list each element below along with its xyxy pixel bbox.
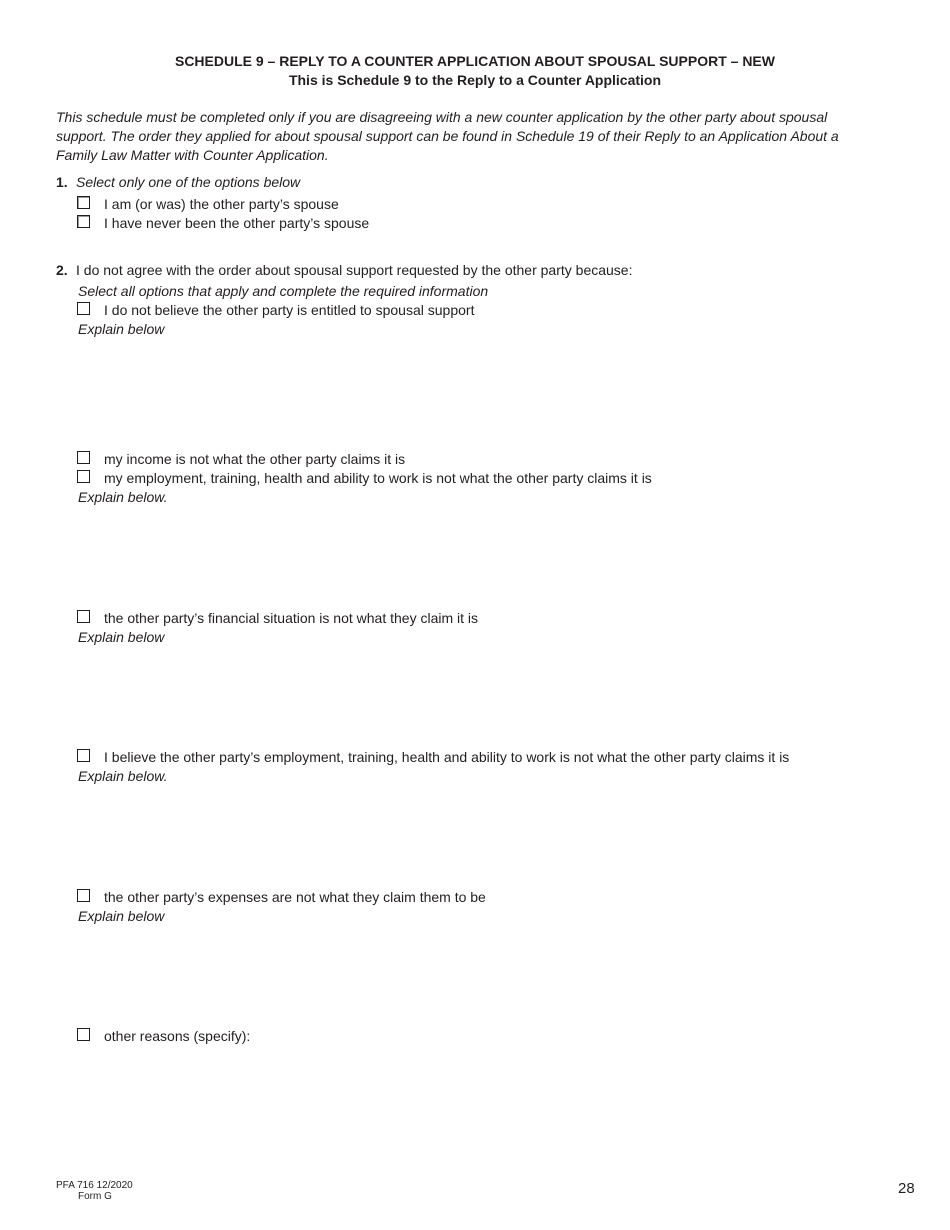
explain-area-my-income[interactable] [78, 508, 868, 598]
explain-label: Explain below. [78, 489, 168, 505]
explain-label: Explain below [78, 908, 165, 924]
my-employment-checkbox[interactable] [77, 470, 90, 483]
explain-area-not-entitled[interactable] [78, 340, 868, 440]
question-2-text: I do not agree with the order about spousal support requested by the other party because: [76, 262, 633, 278]
other-expenses-checkbox[interactable] [77, 889, 90, 902]
explain-area-other-expenses[interactable] [78, 927, 868, 1017]
other-financial-checkbox[interactable] [77, 610, 90, 623]
other-financial-option-label: the other party’s financial situation is not what they claim it is [104, 610, 479, 626]
schedule-title: SCHEDULE 9 – REPLY TO A COUNTER APPLICATION ABOUT SPOUSAL SUPPORT – NEW [174, 53, 775, 69]
page-number: 28 [898, 1180, 915, 1197]
spouse-option-label: I am (or was) the other party’s spouse [104, 196, 339, 212]
explain-label: Explain below [78, 629, 165, 645]
question-2-instruction: Select all options that apply and complete the required information [78, 283, 489, 299]
my-income-checkbox[interactable] [77, 451, 90, 464]
never-spouse-checkbox[interactable] [77, 215, 90, 228]
explain-label: Explain below. [78, 768, 168, 784]
other-reasons-option-label: other reasons (specify): [104, 1028, 251, 1044]
other-reasons-checkbox[interactable] [77, 1028, 90, 1041]
not-entitled-option-label: I do not believe the other party is entitled to spousal support [104, 302, 475, 318]
question-1-instruction: Select only one of the options below [76, 174, 301, 190]
form-name: Form G [78, 1191, 112, 1202]
my-income-option-label: my income is not what the other party claims it is [104, 451, 406, 467]
other-reasons-area[interactable] [78, 1048, 868, 1158]
explain-label: Explain below [78, 321, 165, 337]
other-employment-checkbox[interactable] [77, 749, 90, 762]
never-spouse-option-label: I have never been the other party’s spouse [104, 215, 370, 231]
spouse-checkbox[interactable] [77, 196, 90, 209]
not-entitled-checkbox[interactable] [77, 302, 90, 315]
my-employment-option-label: my employment, training, health and ability to work is not what the other party claims it is [104, 470, 652, 486]
other-expenses-option-label: the other party’s expenses are not what they claim them to be [104, 889, 486, 905]
other-employment-option-label: I believe the other party’s employment, training, health and ability to work is not what the other party claims it is [104, 749, 790, 765]
schedule-subtitle: This is Schedule 9 to the Reply to a Counter Application [288, 72, 662, 88]
explain-area-other-financial[interactable] [78, 648, 868, 738]
explain-area-other-employment[interactable] [78, 787, 868, 877]
question-1-number: 1. [56, 174, 68, 190]
question-2-number: 2. [56, 262, 68, 278]
form-code: PFA 716 12/2020 [56, 1180, 133, 1191]
intro-paragraph: This schedule must be completed only if you are disagreeing with a new counter application by the other party about spousal support. The order they applied for about spousal support can be found in Schedule 19 of their Reply to an Application About a Family Law Matter with Counter Application. [56, 109, 839, 163]
